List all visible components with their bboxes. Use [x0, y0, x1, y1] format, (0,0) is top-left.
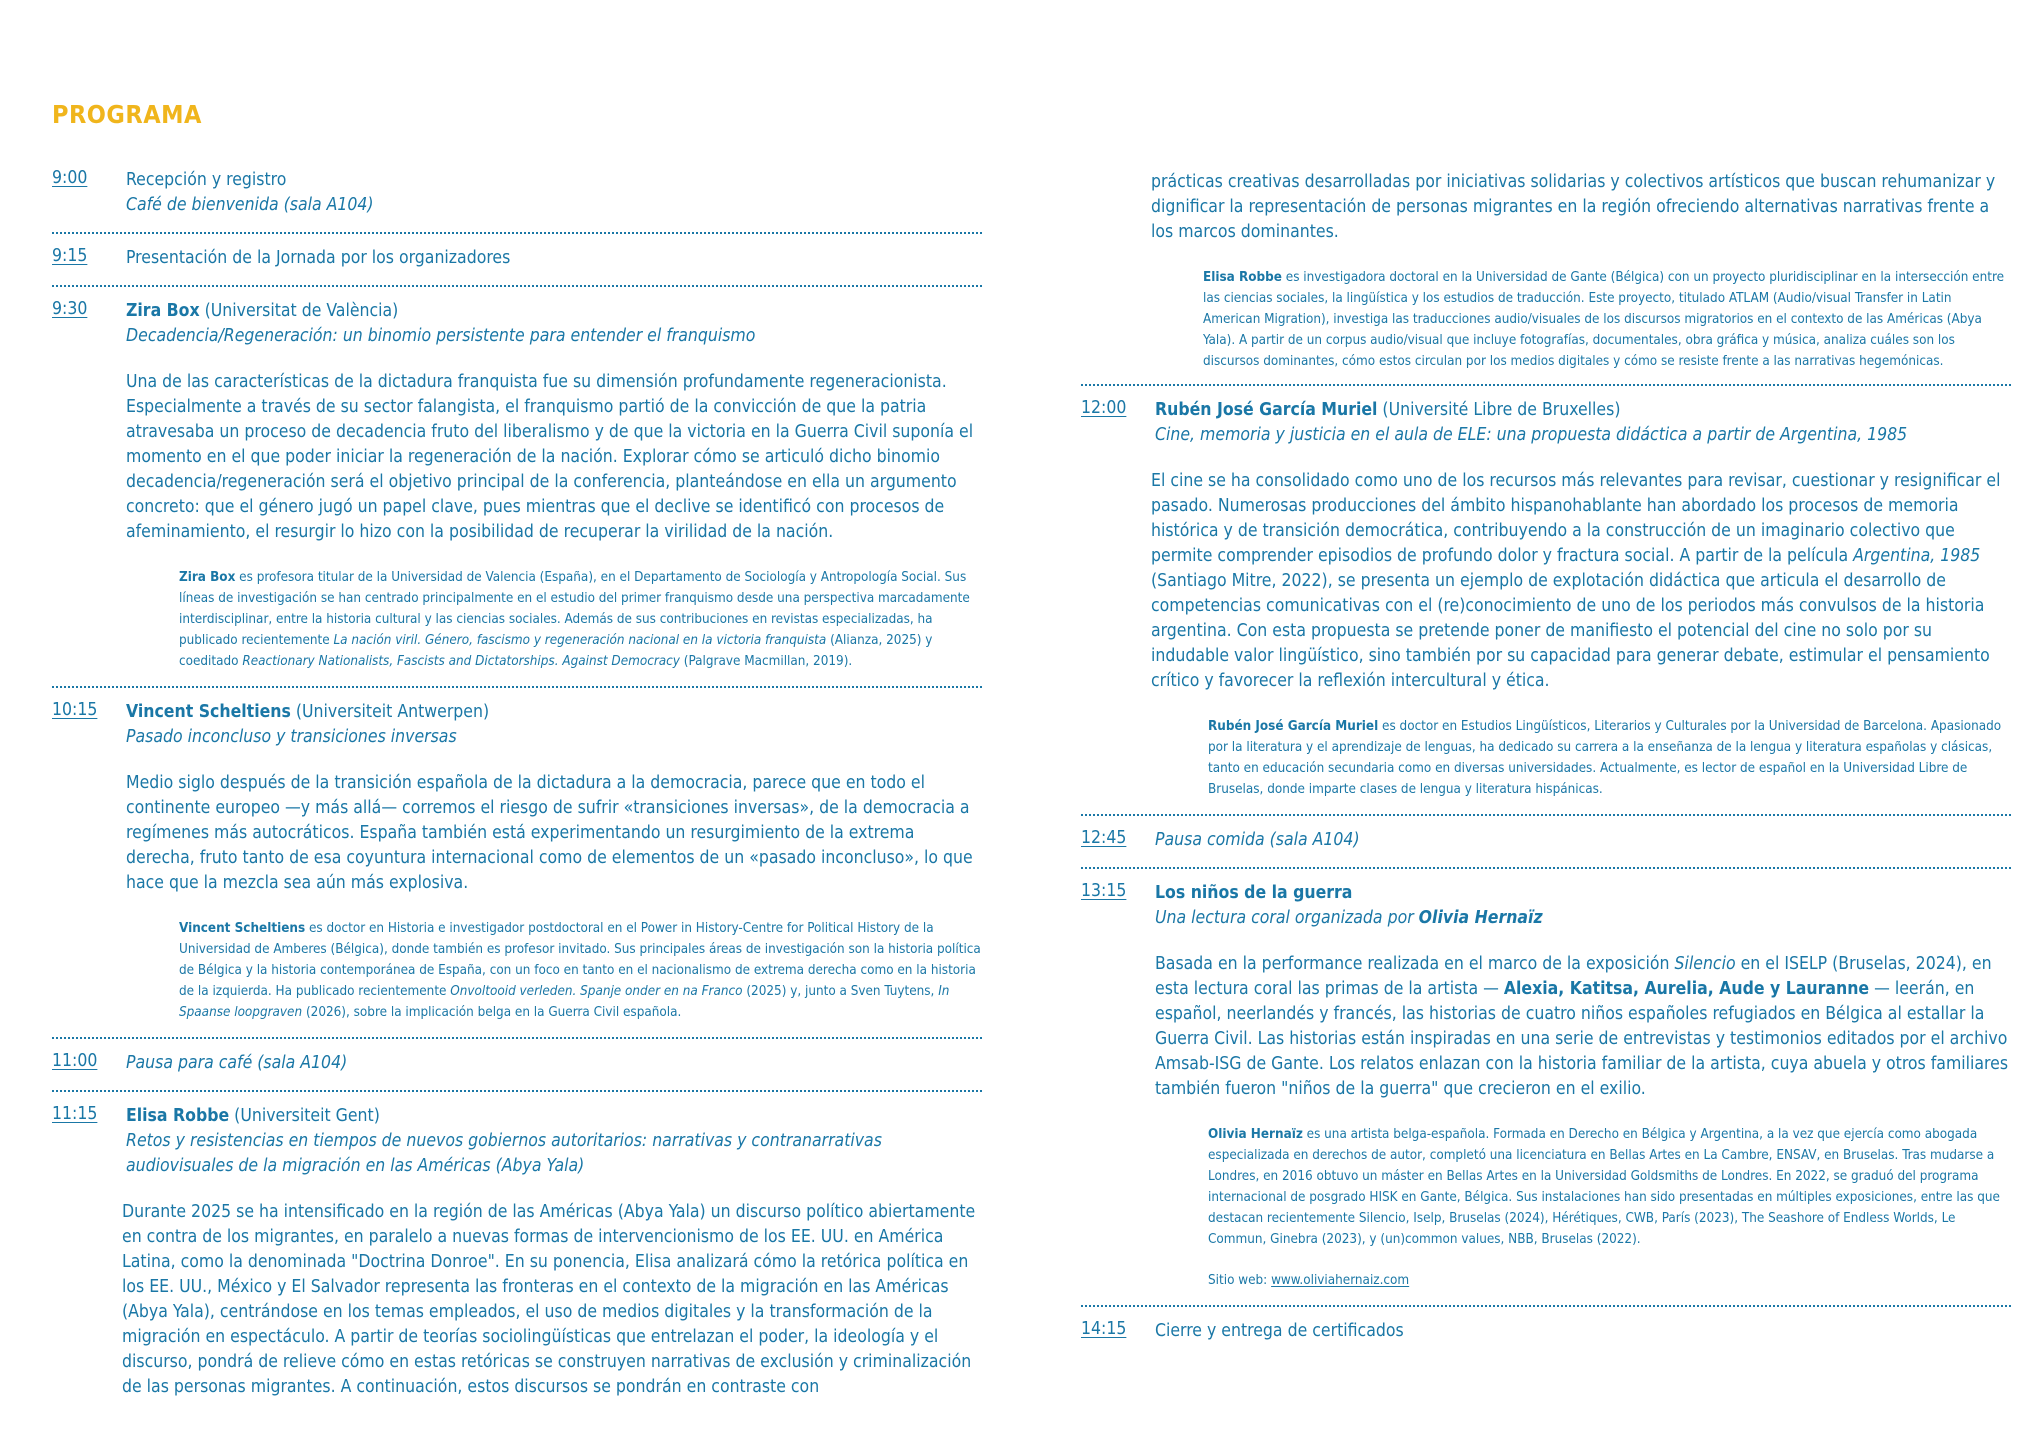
time-label: 12:45	[1081, 828, 1127, 848]
dotted-divider	[52, 1090, 982, 1092]
entry-13-15	[1081, 881, 2011, 1291]
time-label: 11:15	[52, 1104, 98, 1124]
entry-11-15	[52, 1104, 982, 1400]
speaker-affiliation: (Universiteit Antwerpen)	[290, 702, 490, 722]
entry-subtitle: Pausa comida (sala A104)	[1155, 830, 1360, 850]
speaker-affiliation: (Universiteit Gent)	[229, 1106, 380, 1126]
speaker-bio: Rubén José García Muriel es doctor en Estudios Lingüísticos, Literarios y Culturales por la Universidad de Barcelona. Apasionado por la literatura y el aprendizaje de lenguas, ha dedicado su carrera a la enseñanza de la lengua y literatura españolas y clásicas, tanto en educación secundaria como en diversas universidades. Actualmente, es lector de español en la Universidad Libre de Bruselas, donde imparte clases de lengua y literatura hispánicas.	[1208, 719, 2002, 797]
speaker-bio: Vincent Scheltiens es doctor en Historia e investigador postdoctoral en el Power in History-Centre for Political History de la Universidad de Amberes (Bélgica), donde también es profesor invitado. Sus principales áreas de investigación son la historia política de Bélgica y la historia contemporánea de España, con un foco en tanto en el nacionalismo de extrema derecha como en la historia de la izquierda. Ha publicado recientemente Onvoltooid verleden. Spanje onder en na Franco (2025) y, junto a Sven Tuytens, In Spaanse loopgraven (2026), sobre la implicación belga en la Guerra Civil española.	[179, 921, 981, 1020]
organizer-name: Olivia Hernaïz	[1418, 908, 1543, 928]
dotted-divider	[1081, 814, 2011, 816]
dotted-divider	[52, 686, 982, 688]
website-line: Sitio web: www.oliviahernaiz.com	[1208, 1273, 1410, 1288]
entry-title: Cierre y entrega de certificados	[1155, 1321, 1404, 1341]
speaker-affiliation: (Universitat de València)	[199, 301, 399, 321]
speaker-bio: Zira Box es profesora titular de la Universidad de Valencia (España), en el Departamento de Sociología y Antropología Social. Sus líneas de investigación se han centrado principalmente en el estudio del primer franquismo desde una perspectiva marcadamente interdisciplinar, entre la historia cultural y las ciencias sociales. Además de sus contribuciones en revistas especializadas, ha publicado recientemente La nación viril. Género, fascismo y regeneración nacional en la victoria franquista (Alianza, 2025) y coeditado Reactionary Nationalists, Fascists and Dictatorships. Against Democracy (Palgrave Macmillan, 2019).	[179, 570, 970, 669]
speaker-name: Elisa Robbe	[126, 1106, 230, 1126]
entry-11-00	[52, 1051, 982, 1076]
right-column	[1081, 170, 2011, 1344]
abstract-continuation: prácticas creativas desarrolladas por iniciativas solidarias y colectivos artísticos que buscan rehumanizar y dignificar la representación de personas migrantes en la región ofreciendo alternativas narrativas frente a los marcos dominantes.	[1151, 172, 1996, 242]
talk-abstract: Medio siglo después de la transición española de la dictadura a la democracia, parece que en todo el continente europeo —y más allá— corremos el riesgo de sufrir «transiciones inversas», de la democracia a regímenes más autocráticos. España también está experimentando un resurgimiento de la extrema derecha, fruto tanto de esa coyuntura internacional como de elementos de un «pasado inconcluso», lo que hace que la mezcla sea aún más explosiva.	[126, 773, 973, 893]
entry-9-15	[52, 246, 982, 271]
speaker-affiliation: (Université Libre de Bruxelles)	[1377, 400, 1621, 420]
time-label: 10:15	[52, 700, 98, 720]
dotted-divider	[1081, 384, 2011, 386]
time-label: 9:30	[52, 299, 88, 319]
entry-title: Presentación de la Jornada por los organizadores	[126, 248, 511, 268]
speaker-name: Vincent Scheltiens	[126, 702, 291, 722]
entry-9-00	[52, 168, 982, 218]
entry-14-15	[1081, 1319, 2011, 1344]
time-label: 12:00	[1081, 398, 1127, 418]
talk-abstract: El cine se ha consolidado como uno de los recursos más relevantes para revisar, cuestionar y resignificar el pasado. Numerosas producciones del ámbito hispanohablante han abordado los procesos de memoria histórica y de transición democrática, contribuyendo a la construcción de un imaginario colectivo que permite comprender episodios de profundo dolor y fractura social. A partir de la película Argentina, 1985 (Santiago Mitre, 2022), se presenta un ejemplo de explotación didáctica que articula el desarrollo de competencias comunicativas con el (re)conocimiento de uno de los periodos más convulsos de la historia argentina. Con esta propuesta se pretende poner de manifiesto el potencial del cine no solo por su indudable valor lingüístico, sino también por su capacidad para generar debate, estimular el pensamiento crítico y favorecer la reflexión intercultural y ética.	[1151, 471, 2001, 691]
entry-9-30	[52, 299, 982, 672]
talk-title: Retos y resistencias en tiempos de nuevos gobiernos autoritarios: narrativas y contranarrativas audiovisuales de la migración en las Américas (Abya Yala)	[126, 1131, 882, 1176]
entry-subtitle: Pausa para café (sala A104)	[126, 1053, 348, 1073]
entry-title: Recepción y registro	[126, 170, 287, 190]
time-label: 9:15	[52, 246, 88, 266]
dotted-divider	[52, 1037, 982, 1039]
entry-subtitle: Café de bienvenida (sala A104)	[126, 195, 374, 215]
dotted-divider	[1081, 867, 2011, 869]
talk-title: Una lectura coral organizada por	[1155, 908, 1419, 928]
dotted-divider	[52, 232, 982, 234]
speaker-bio: Olivia Hernaïz es una artista belga-española. Formada en Derecho en Bélgica y Argentina, a la vez que ejercía como abogada especializada en derechos de autor, completó una licenciatura en Bellas Artes en La Cambre, ENSAV, en Bruselas. Tras mudarse a Londres, en 2016 obtuvo un máster en Bellas Artes en la Universidad Goldsmiths de Londres. En 2022, se graduó del programa internacional de posgrado HISK en Gante, Bélgica. Sus instalaciones han sido presentadas en múltiples exposiciones, entre las que destacan recientemente Silencio, Iselp, Bruselas (2024), Hérétiques, CWB, París (2023), The Seashore of Endless Worlds, Le Commun, Ginebra (2023), y (un)common values, NBB, Bruselas (2022). Sitio web: www.oliviahernaiz.com	[1208, 1124, 2011, 1291]
time-label: 9:00	[52, 168, 88, 188]
talk-title: Decadencia/Regeneración: un binomio persistente para entender el franquismo	[126, 326, 756, 346]
event-title: Los niños de la guerra	[1155, 883, 1353, 903]
dotted-divider	[1081, 1305, 2011, 1307]
talk-title: Cine, memoria y justicia en el aula de ELE: una propuesta didáctica a partir de Argentina, 1985	[1155, 425, 1908, 445]
talk-abstract: Una de las características de la dictadura franquista fue su dimensión profundamente regeneracionista. Especialmente a través de su sector falangista, el franquismo partió de la convicción de que la patria atravesaba un proceso de decadencia fruto del liberalismo y de que la victoria en la Guerra Civil suponía el momento en el que poder iniciar la regeneración de la nación. Explorar cómo se articuló dicho binomio decadencia/regeneración será el objetivo principal de la conferencia, planteándose en ella un argumento concreto: que el género jugó un papel clave, pues mientras que el declive se identificó con procesos de afeminamiento, el resurgir lo hizo con la posibilidad de recuperar la virilidad de la nación.	[126, 372, 974, 542]
talk-abstract: Durante 2025 se ha intensificado en la región de las Américas (Abya Yala) un discurso político abiertamente en contra de los migrantes, en paralelo a nuevas formas de intervencionismo de los EE. UU. en América Latina, como la denominada "Doctrina Donroe". En su ponencia, Elisa analizará cómo la retórica política en los EE. UU., México y El Salvador representa las fronteras en el contexto de la migración en las Américas (Abya Yala), centrándose en los temas empleados, el uso de medios digitales y la transformación de la migración en espectáculo. A partir de teorías sociolingüísticas que entrelazan el poder, la ideología y el discurso, pondrá de relieve cómo en estas retóricas se construyen narrativas de exclusión y criminalización de las personas migrantes. A continuación, estos discursos se pondrán en contraste con	[122, 1202, 976, 1397]
time-label: 11:00	[52, 1051, 98, 1071]
left-column	[52, 168, 982, 1400]
talk-title: Pasado inconcluso y transiciones inversas	[126, 727, 457, 747]
entry-10-15	[52, 700, 982, 1023]
talk-abstract: Basada en la performance realizada en el marco de la exposición Silencio en el ISELP (Bruselas, 2024), en esta lectura coral las primas de la artista — Alexia, Katitsa, Aurelia, Aude y Lauranne — leerán, en español, neerlandés y francés, las historias de cuatro niños españoles refugiados en Bélgica al estallar la Guerra Civil. Las historias están inspiradas en una serie de entrevistas y testimonios editados por el archivo Amsab-ISG de Gante. Los relatos enlazan con la historia familiar de la artista, cuya abuela y otros familiares también fueron "niños de la guerra" que crecieron en el exilio.	[1155, 954, 2009, 1099]
entry-12-45	[1081, 828, 2011, 853]
speaker-name: Rubén José García Muriel	[1155, 400, 1378, 420]
dotted-divider	[52, 285, 982, 287]
website-link[interactable]: www.oliviahernaiz.com	[1271, 1273, 1410, 1288]
entry-12-00	[1081, 398, 2011, 800]
page-title: PROGRAMA	[52, 100, 202, 129]
time-label: 14:15	[1081, 1319, 1127, 1339]
speaker-name: Zira Box	[126, 301, 200, 321]
time-label: 13:15	[1081, 881, 1127, 901]
speaker-bio: Elisa Robbe es investigadora doctoral en la Universidad de Gante (Bélgica) con un proyecto pluridisciplinar en la intersección entre las ciencias sociales, la lingüística y los estudios de traducción. Este proyecto, titulado ATLAM (Audio/visual Transfer in Latin American Migration), investiga las traducciones audio/visuales de los discursos migratorios en el contexto de las Américas (Abya Yala). A partir de un corpus audio/visual que incluye fotografías, documentales, obra gráfica y música, analiza cuáles son los discursos dominantes, cómo estos circulan por los medios digitales y cómo se resiste frente a las narrativas hegemónicas.	[1203, 270, 2005, 369]
